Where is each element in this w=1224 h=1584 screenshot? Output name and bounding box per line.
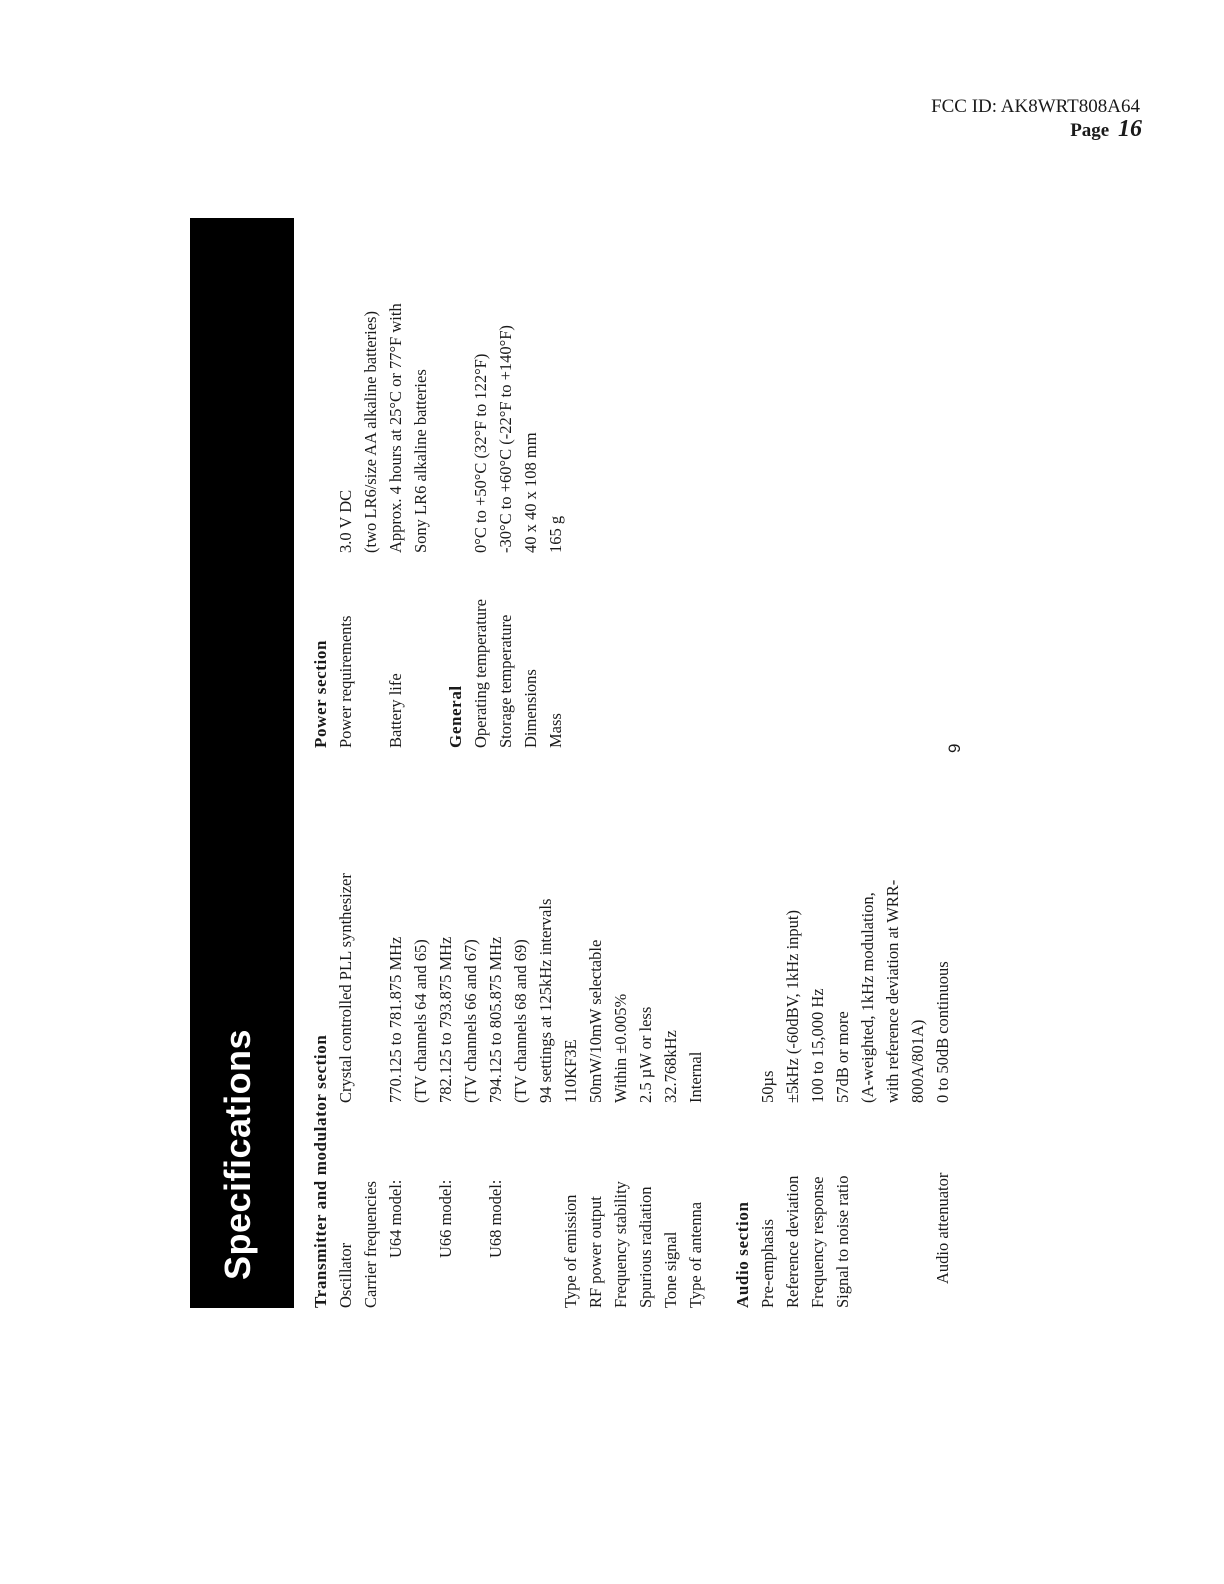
spec-label: U66 model: <box>436 1179 455 1258</box>
spec-values <box>780 758 805 1103</box>
power-spec-list <box>333 218 433 748</box>
spec-values <box>930 758 955 1103</box>
spec-label: U68 model: <box>486 1179 505 1258</box>
spec-value: 50µs <box>758 1070 777 1103</box>
spec-values <box>383 758 433 1103</box>
page-header <box>931 96 1140 142</box>
general-spec-list <box>468 218 568 748</box>
spec-row <box>558 758 583 1308</box>
spec-row <box>518 218 543 748</box>
spec-values <box>558 758 583 1103</box>
spec-row <box>543 218 568 748</box>
spec-value: 770.125 to 781.875 MHz <box>386 936 405 1103</box>
spec-value: 2.5 µW or less <box>636 1006 655 1103</box>
spec-row <box>930 758 955 1308</box>
spec-values <box>468 218 493 553</box>
spec-column-left <box>308 758 955 1308</box>
spec-value: 782.125 to 793.875 MHz <box>436 936 455 1103</box>
spec-values <box>583 758 608 1103</box>
spec-value: (TV channels 68 and 69) <box>511 939 530 1103</box>
spec-values <box>483 758 558 1103</box>
spec-row <box>468 218 493 748</box>
page-title: Specifications <box>217 1028 258 1280</box>
spec-value: 32.768kHz <box>661 1030 680 1103</box>
spec-values <box>493 218 518 553</box>
spec-row <box>683 758 708 1308</box>
spec-values <box>805 758 830 1103</box>
spec-label: Frequency stability <box>611 1181 630 1308</box>
spec-value: (TV channels 66 and 67) <box>461 939 480 1103</box>
spec-values <box>755 758 780 1103</box>
spec-label: Storage temperature <box>496 614 515 748</box>
transmitter-spec-list <box>333 758 708 1308</box>
spec-value: 40 x 40 x 108 mm <box>521 432 540 553</box>
spec-values <box>543 218 568 553</box>
spec-row <box>658 758 683 1308</box>
spec-value: 110KF3E <box>561 1039 580 1103</box>
page-label: Page <box>1070 120 1110 141</box>
spec-value: 0 to 50dB continuous <box>933 961 952 1103</box>
spec-value: 0°C to +50°C (32°F to 122°F) <box>471 353 490 553</box>
spec-label: Carrier frequencies <box>361 1181 380 1308</box>
spec-row <box>483 758 558 1308</box>
spec-value: Sony LR6 alkaline batteries <box>411 369 430 553</box>
spec-value: 800A/801A) <box>908 1019 927 1103</box>
spec-value: 3.0 V DC <box>336 489 355 553</box>
spec-label: Signal to noise ratio <box>833 1175 852 1308</box>
spec-label: Type of antenna <box>686 1201 705 1308</box>
spec-label: Power requirements <box>336 615 355 748</box>
handwritten-page-number: 16 <box>1118 116 1142 142</box>
spec-label: Dimensions <box>521 669 540 748</box>
spec-value: Approx. 4 hours at 25°C or 77°F with <box>386 303 405 553</box>
spec-values <box>333 218 383 553</box>
spec-label: Type of emission <box>561 1194 580 1308</box>
spec-values <box>358 758 383 1103</box>
spec-row <box>633 758 658 1308</box>
spec-row <box>780 758 805 1308</box>
spec-label: Spurious radiation <box>636 1186 655 1308</box>
spec-column-right <box>308 218 568 748</box>
spec-value: Within ±0.005% <box>611 993 630 1103</box>
spec-value: 94 settings at 125kHz intervals <box>536 898 555 1103</box>
spec-value: (A-weighted, 1kHz modulation, <box>858 892 877 1103</box>
spec-value: Internal <box>686 1051 705 1103</box>
spec-label: Oscillator <box>336 1242 355 1308</box>
spec-row <box>358 758 383 1308</box>
spec-values <box>683 758 708 1103</box>
page-indicator <box>931 118 1142 142</box>
spec-row <box>433 758 483 1308</box>
spec-label: Tone signal <box>661 1231 680 1308</box>
spec-row <box>583 758 608 1308</box>
spec-row <box>755 758 780 1308</box>
spec-label: RF power output <box>586 1196 605 1308</box>
spec-row <box>830 758 930 1308</box>
spec-value: with reference deviation at WRR- <box>883 879 902 1103</box>
title-banner <box>190 218 294 1308</box>
spec-row <box>383 758 433 1308</box>
spec-row <box>333 218 383 748</box>
spec-label: Audio attenuator <box>933 1172 952 1284</box>
spec-values <box>830 758 930 1103</box>
footer-page-number: 9 <box>945 743 964 753</box>
spec-value: 50mW/10mW selectable <box>586 939 605 1103</box>
spec-label: Pre-emphasis <box>758 1219 777 1308</box>
section-heading-audio: Audio section <box>733 1201 752 1308</box>
spec-row <box>608 758 633 1308</box>
spec-label: Reference deviation <box>783 1175 802 1308</box>
spec-row <box>493 218 518 748</box>
section-heading-power: Power section <box>311 639 330 748</box>
spec-value: Crystal controlled PLL synthesizer <box>336 873 355 1103</box>
spec-values <box>383 218 433 553</box>
spec-value: 165 g <box>546 515 565 553</box>
spec-row <box>383 218 433 748</box>
spec-values <box>433 758 483 1103</box>
spec-values <box>608 758 633 1103</box>
spec-row <box>333 758 358 1308</box>
rotated-spec-page <box>190 218 1010 1308</box>
spec-values <box>633 758 658 1103</box>
spec-label: Operating temperature <box>471 599 490 748</box>
section-heading-transmitter: Transmitter and modulator section <box>311 1034 330 1308</box>
spec-value: ±5kHz (-60dBV, 1kHz input) <box>783 910 802 1103</box>
spec-label: Frequency response <box>808 1176 827 1308</box>
spec-values <box>518 218 543 553</box>
spec-value: (TV channels 64 and 65) <box>411 939 430 1103</box>
spec-value: 57dB or more <box>833 1011 852 1103</box>
spec-value: 100 to 15,000 Hz <box>808 988 827 1103</box>
spec-values <box>658 758 683 1103</box>
fcc-id: FCC ID: AK8WRT808A64 <box>931 96 1140 117</box>
spec-value: 794.125 to 805.875 MHz <box>486 936 505 1103</box>
audio-spec-list <box>755 758 955 1308</box>
spec-label: Battery life <box>386 673 405 748</box>
spec-row <box>805 758 830 1308</box>
spec-value: (two LR6/size AA alkaline batteries) <box>361 311 380 553</box>
spec-label: U64 model: <box>386 1179 405 1258</box>
section-heading-general: General <box>446 685 465 748</box>
spec-label: Mass <box>546 713 565 748</box>
spec-values <box>333 758 358 1103</box>
spec-value: -30°C to +60°C (-22°F to +140°F) <box>496 325 515 553</box>
